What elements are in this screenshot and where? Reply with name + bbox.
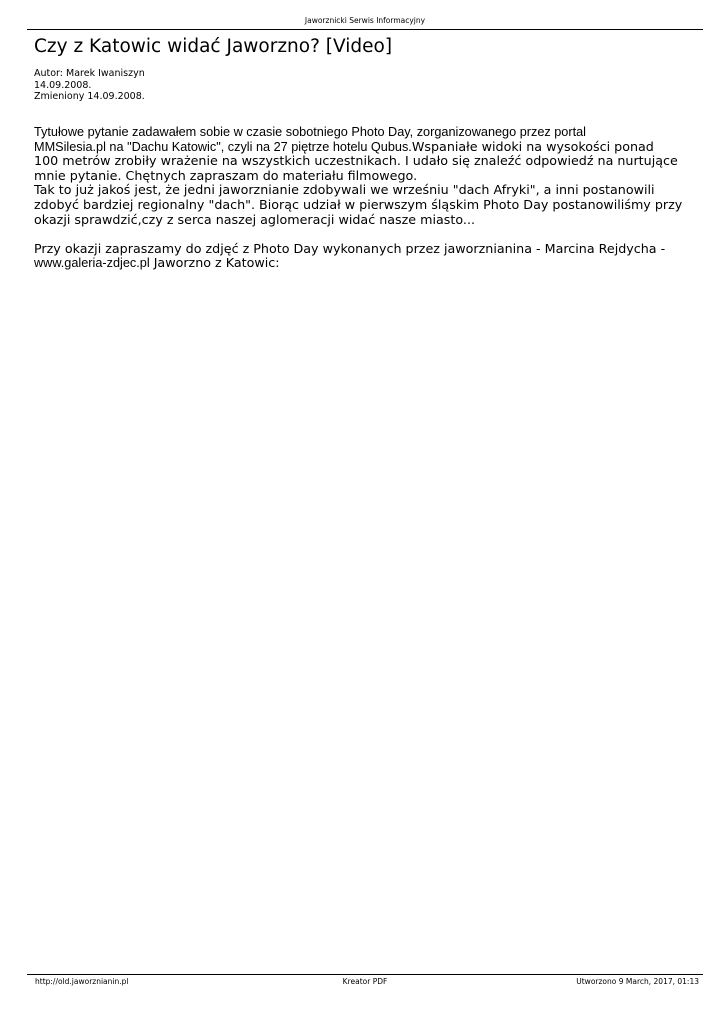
paragraph-intro [34, 125, 684, 227]
paragraph-gallery [34, 242, 684, 271]
article-meta [34, 68, 145, 103]
body-line: mnie pytanie. Chętnych zapraszam do materiału filmowego. [34, 167, 418, 183]
body-line: Tak to już jakoś jest, że jedni jaworznianie zdobywali we wrześniu "dach Afryki", a inni postanowili [34, 182, 655, 198]
body-line: 100 metrów zrobiły wrażenie na wszystkich uczestnikach. I udało się znaleźć odpowiedź na nurtujące [34, 153, 678, 169]
article-title: Czy z Katowic widać Jaworzno? [Video] [34, 36, 393, 57]
page-footer [27, 974, 703, 986]
publish-date: 14.09.2008. [34, 79, 92, 91]
footer-generator: Kreator PDF [342, 977, 388, 986]
author-line: Autor: Marek Iwaniszyn [34, 68, 145, 79]
body-line: zdobyć bardziej regionalny "dach". Biorąc udział w pierwszym śląskim Photo Day postanowiliśmy przy [34, 196, 683, 212]
footer-url[interactable]: http://old.jaworznianin.pl [35, 977, 129, 986]
body-line [34, 256, 684, 271]
body-line [34, 140, 684, 155]
footer-created: Utworzono 9 March, 2017, 01:13 [576, 977, 699, 986]
modified-date: Zmieniony 14.09.2008. [34, 91, 145, 102]
body-text-span: Wspaniałe widoki na wysokości ponad [411, 138, 654, 154]
site-name: Jaworznicki Serwis Informacyjny [304, 16, 426, 25]
body-line: Tytułowe pytanie zadawałem sobie w czasie sobotniego Photo Day, zorganizowanego przez portal [34, 125, 586, 139]
paragraph-spacer [34, 227, 684, 242]
gallery-link[interactable]: www.galeria-zdjec.pl [34, 256, 150, 271]
body-text-span: Jaworzno z Katowic: [149, 255, 280, 271]
article-body [34, 125, 684, 271]
body-line: Przy okazji zapraszamy do zdjęć z Photo Day wykonanych przez jaworznianina - Marcina Rejdycha - [34, 240, 666, 256]
body-line: okazji sprawdzić,czy z serca naszej aglomeracji widać nasze miasto... [34, 211, 476, 227]
body-text-span: MMSilesia.pl na "Dachu Katowic", czyli na 27 piętrze hotelu Qubus. [34, 139, 412, 154]
page-header [27, 14, 703, 30]
